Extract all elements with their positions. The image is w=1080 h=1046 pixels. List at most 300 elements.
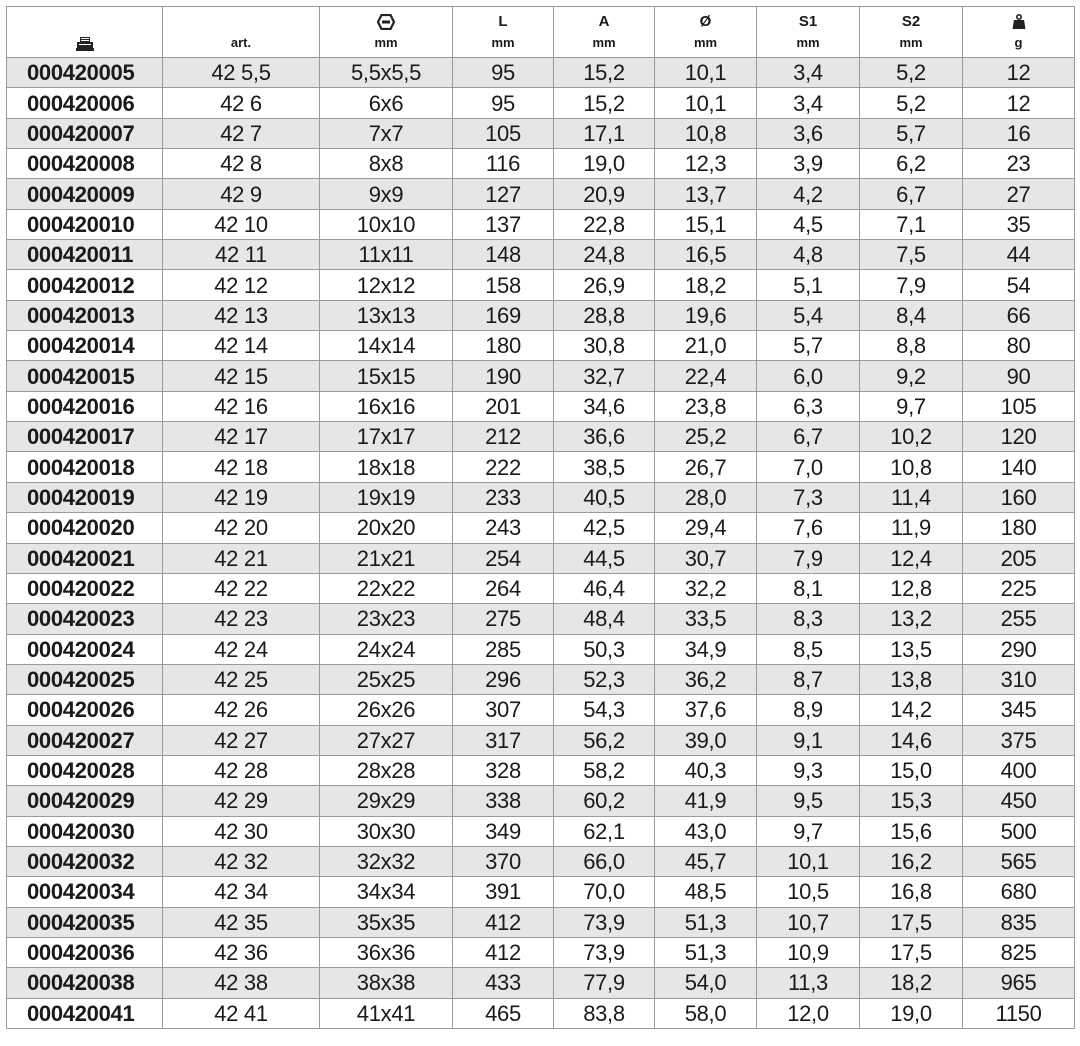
s1-cell: 6,3 bbox=[757, 391, 860, 421]
size-column-header bbox=[320, 7, 453, 58]
table-row bbox=[7, 695, 1075, 725]
l-cell: 370 bbox=[453, 846, 554, 876]
l-cell: 180 bbox=[453, 331, 554, 361]
code-cell: 000420035 bbox=[7, 907, 163, 937]
size-cell: 28x28 bbox=[320, 755, 453, 785]
art-cell: 42 18 bbox=[163, 452, 320, 482]
l-cell: 116 bbox=[453, 149, 554, 179]
code-cell: 000420008 bbox=[7, 149, 163, 179]
weight-cell: 345 bbox=[963, 695, 1075, 725]
l-cell: 222 bbox=[453, 452, 554, 482]
l-cell: 317 bbox=[453, 725, 554, 755]
l-cell: 433 bbox=[453, 968, 554, 998]
table-row bbox=[7, 300, 1075, 330]
size-cell: 12x12 bbox=[320, 270, 453, 300]
s2-cell: 9,2 bbox=[860, 361, 963, 391]
size-cell: 25x25 bbox=[320, 664, 453, 694]
a-cell: 38,5 bbox=[554, 452, 655, 482]
weight-cell: 450 bbox=[963, 786, 1075, 816]
a-cell: 56,2 bbox=[554, 725, 655, 755]
s2-cell: 7,1 bbox=[860, 209, 963, 239]
s1-cell: 10,1 bbox=[757, 846, 860, 876]
diameter-cell: 51,3 bbox=[655, 907, 757, 937]
code-cell: 000420007 bbox=[7, 118, 163, 148]
a-unit: mm bbox=[592, 35, 616, 50]
weight-cell: 140 bbox=[963, 452, 1075, 482]
a-cell: 62,1 bbox=[554, 816, 655, 846]
diameter-cell: 15,1 bbox=[655, 209, 757, 239]
weight-cell: 90 bbox=[963, 361, 1075, 391]
art-cell: 42 35 bbox=[163, 907, 320, 937]
s2-cell: 18,2 bbox=[860, 968, 963, 998]
s1-cell: 9,5 bbox=[757, 786, 860, 816]
weight-cell: 1150 bbox=[963, 998, 1075, 1028]
a-cell: 42,5 bbox=[554, 513, 655, 543]
l-cell: 285 bbox=[453, 634, 554, 664]
a-cell: 58,2 bbox=[554, 755, 655, 785]
l-cell: 254 bbox=[453, 543, 554, 573]
l-cell: 105 bbox=[453, 118, 554, 148]
s2-cell: 17,5 bbox=[860, 937, 963, 967]
size-cell: 21x21 bbox=[320, 543, 453, 573]
s2-cell: 15,6 bbox=[860, 816, 963, 846]
size-cell: 7x7 bbox=[320, 118, 453, 148]
diameter-cell: 28,0 bbox=[655, 482, 757, 512]
diameter-cell: 10,8 bbox=[655, 118, 757, 148]
code-cell: 000420022 bbox=[7, 573, 163, 603]
table-row bbox=[7, 179, 1075, 209]
weight-cell: 23 bbox=[963, 149, 1075, 179]
s1-cell: 8,1 bbox=[757, 573, 860, 603]
size-cell: 26x26 bbox=[320, 695, 453, 725]
code-cell: 000420010 bbox=[7, 209, 163, 239]
s1-cell: 3,4 bbox=[757, 88, 860, 118]
a-cell: 20,9 bbox=[554, 179, 655, 209]
s1-cell: 4,2 bbox=[757, 179, 860, 209]
table-row bbox=[7, 58, 1075, 88]
weight-cell: 310 bbox=[963, 664, 1075, 694]
size-cell: 27x27 bbox=[320, 725, 453, 755]
size-cell: 29x29 bbox=[320, 786, 453, 816]
s1-cell: 3,6 bbox=[757, 118, 860, 148]
size-cell: 8x8 bbox=[320, 149, 453, 179]
weight-cell: 565 bbox=[963, 846, 1075, 876]
weight-cell: 825 bbox=[963, 937, 1075, 967]
s1-cell: 5,7 bbox=[757, 331, 860, 361]
l-cell: 338 bbox=[453, 786, 554, 816]
table-row bbox=[7, 998, 1075, 1028]
diameter-cell: 34,9 bbox=[655, 634, 757, 664]
table-row bbox=[7, 846, 1075, 876]
art-cell: 42 13 bbox=[163, 300, 320, 330]
a-cell: 30,8 bbox=[554, 331, 655, 361]
l-cell: 328 bbox=[453, 755, 554, 785]
s1-cell: 12,0 bbox=[757, 998, 860, 1028]
s2-cell: 8,8 bbox=[860, 331, 963, 361]
diameter-cell: 23,8 bbox=[655, 391, 757, 421]
weight-cell: 375 bbox=[963, 725, 1075, 755]
code-cell: 000420036 bbox=[7, 937, 163, 967]
weight-cell: 180 bbox=[963, 513, 1075, 543]
table-row bbox=[7, 240, 1075, 270]
art-cell: 42 11 bbox=[163, 240, 320, 270]
s2-cell: 8,4 bbox=[860, 300, 963, 330]
s2-cell: 14,6 bbox=[860, 725, 963, 755]
table-row bbox=[7, 452, 1075, 482]
s1-cell: 3,9 bbox=[757, 149, 860, 179]
diameter-cell: 25,2 bbox=[655, 422, 757, 452]
diameter-label: Ø bbox=[699, 13, 712, 30]
s2-cell: 9,7 bbox=[860, 391, 963, 421]
a-cell: 28,8 bbox=[554, 300, 655, 330]
spec-table bbox=[6, 6, 1075, 1029]
code-cell: 000420032 bbox=[7, 846, 163, 876]
s2-cell: 5,7 bbox=[860, 118, 963, 148]
s1-cell: 9,1 bbox=[757, 725, 860, 755]
a-cell: 17,1 bbox=[554, 118, 655, 148]
art-column-header bbox=[163, 7, 320, 58]
s1-cell: 10,5 bbox=[757, 877, 860, 907]
s1-cell: 10,9 bbox=[757, 937, 860, 967]
diameter-cell: 22,4 bbox=[655, 361, 757, 391]
size-cell: 41x41 bbox=[320, 998, 453, 1028]
art-cell: 42 25 bbox=[163, 664, 320, 694]
art-cell: 42 6 bbox=[163, 88, 320, 118]
size-cell: 17x17 bbox=[320, 422, 453, 452]
art-cell: 42 23 bbox=[163, 604, 320, 634]
art-cell: 42 17 bbox=[163, 422, 320, 452]
s2-cell: 10,8 bbox=[860, 452, 963, 482]
s2-cell: 6,2 bbox=[860, 149, 963, 179]
size-cell: 6x6 bbox=[320, 88, 453, 118]
code-cell: 000420011 bbox=[7, 240, 163, 270]
a-cell: 26,9 bbox=[554, 270, 655, 300]
a-cell: 46,4 bbox=[554, 573, 655, 603]
s1-cell: 4,8 bbox=[757, 240, 860, 270]
l-cell: 465 bbox=[453, 998, 554, 1028]
code-cell: 000420006 bbox=[7, 88, 163, 118]
diameter-cell: 48,5 bbox=[655, 877, 757, 907]
a-cell: 44,5 bbox=[554, 543, 655, 573]
table-row bbox=[7, 634, 1075, 664]
diameter-cell: 30,7 bbox=[655, 543, 757, 573]
size-cell: 14x14 bbox=[320, 331, 453, 361]
size-cell: 22x22 bbox=[320, 573, 453, 603]
table-row bbox=[7, 573, 1075, 603]
code-cell: 000420014 bbox=[7, 331, 163, 361]
weight-cell: 80 bbox=[963, 331, 1075, 361]
code-column-header bbox=[7, 7, 163, 58]
diameter-cell: 10,1 bbox=[655, 88, 757, 118]
code-cell: 000420015 bbox=[7, 361, 163, 391]
s2-cell: 12,8 bbox=[860, 573, 963, 603]
weight-cell: 500 bbox=[963, 816, 1075, 846]
art-cell: 42 5,5 bbox=[163, 58, 320, 88]
code-cell: 000420038 bbox=[7, 968, 163, 998]
a-cell: 32,7 bbox=[554, 361, 655, 391]
s1-cell: 6,7 bbox=[757, 422, 860, 452]
a-cell: 70,0 bbox=[554, 877, 655, 907]
art-cell: 42 24 bbox=[163, 634, 320, 664]
s1-cell: 8,5 bbox=[757, 634, 860, 664]
weight-cell: 12 bbox=[963, 88, 1075, 118]
weight-cell: 290 bbox=[963, 634, 1075, 664]
size-cell: 23x23 bbox=[320, 604, 453, 634]
code-cell: 000420041 bbox=[7, 998, 163, 1028]
table-row bbox=[7, 907, 1075, 937]
weight-cell: 66 bbox=[963, 300, 1075, 330]
code-cell: 000420023 bbox=[7, 604, 163, 634]
diameter-column-header bbox=[655, 7, 757, 58]
size-cell: 16x16 bbox=[320, 391, 453, 421]
l-cell: 95 bbox=[453, 88, 554, 118]
l-column-header bbox=[453, 7, 554, 58]
size-cell: 32x32 bbox=[320, 846, 453, 876]
s2-unit: mm bbox=[899, 35, 923, 50]
s1-cell: 11,3 bbox=[757, 968, 860, 998]
s2-cell: 15,0 bbox=[860, 755, 963, 785]
printer-icon bbox=[75, 36, 95, 52]
s1-cell: 10,7 bbox=[757, 907, 860, 937]
diameter-cell: 19,6 bbox=[655, 300, 757, 330]
code-cell: 000420019 bbox=[7, 482, 163, 512]
s2-cell: 12,4 bbox=[860, 543, 963, 573]
s1-cell: 4,5 bbox=[757, 209, 860, 239]
s2-cell: 16,8 bbox=[860, 877, 963, 907]
art-cell: 42 32 bbox=[163, 846, 320, 876]
art-cell: 42 19 bbox=[163, 482, 320, 512]
a-cell: 83,8 bbox=[554, 998, 655, 1028]
table-row bbox=[7, 331, 1075, 361]
s1-cell: 9,3 bbox=[757, 755, 860, 785]
size-unit: mm bbox=[374, 35, 398, 50]
art-cell: 42 7 bbox=[163, 118, 320, 148]
l-cell: 190 bbox=[453, 361, 554, 391]
art-cell: 42 41 bbox=[163, 998, 320, 1028]
code-cell: 000420029 bbox=[7, 786, 163, 816]
table-row bbox=[7, 877, 1075, 907]
a-cell: 54,3 bbox=[554, 695, 655, 725]
s1-cell: 9,7 bbox=[757, 816, 860, 846]
s1-cell: 7,9 bbox=[757, 543, 860, 573]
art-cell: 42 27 bbox=[163, 725, 320, 755]
table-row bbox=[7, 422, 1075, 452]
table-row bbox=[7, 513, 1075, 543]
table-row bbox=[7, 755, 1075, 785]
diameter-cell: 32,2 bbox=[655, 573, 757, 603]
a-cell: 24,8 bbox=[554, 240, 655, 270]
a-label: A bbox=[598, 13, 610, 30]
diameter-cell: 41,9 bbox=[655, 786, 757, 816]
s2-cell: 5,2 bbox=[860, 88, 963, 118]
art-cell: 42 15 bbox=[163, 361, 320, 391]
weight-unit: g bbox=[1014, 35, 1023, 50]
diameter-cell: 51,3 bbox=[655, 937, 757, 967]
diameter-cell: 13,7 bbox=[655, 179, 757, 209]
header-row bbox=[7, 7, 1075, 58]
s2-cell: 11,9 bbox=[860, 513, 963, 543]
table-row bbox=[7, 118, 1075, 148]
diameter-cell: 21,0 bbox=[655, 331, 757, 361]
a-cell: 15,2 bbox=[554, 88, 655, 118]
a-cell: 73,9 bbox=[554, 907, 655, 937]
a-cell: 40,5 bbox=[554, 482, 655, 512]
code-cell: 000420025 bbox=[7, 664, 163, 694]
size-cell: 35x35 bbox=[320, 907, 453, 937]
l-cell: 412 bbox=[453, 907, 554, 937]
a-cell: 19,0 bbox=[554, 149, 655, 179]
diameter-cell: 33,5 bbox=[655, 604, 757, 634]
art-cell: 42 30 bbox=[163, 816, 320, 846]
s1-cell: 8,7 bbox=[757, 664, 860, 694]
table-row bbox=[7, 725, 1075, 755]
s1-cell: 6,0 bbox=[757, 361, 860, 391]
s1-column-header bbox=[757, 7, 860, 58]
s1-cell: 8,9 bbox=[757, 695, 860, 725]
size-cell: 36x36 bbox=[320, 937, 453, 967]
code-cell: 000420018 bbox=[7, 452, 163, 482]
diameter-cell: 36,2 bbox=[655, 664, 757, 694]
art-cell: 42 21 bbox=[163, 543, 320, 573]
a-cell: 50,3 bbox=[554, 634, 655, 664]
diameter-cell: 29,4 bbox=[655, 513, 757, 543]
code-cell: 000420012 bbox=[7, 270, 163, 300]
weight-cell: 27 bbox=[963, 179, 1075, 209]
l-label: L bbox=[498, 13, 508, 30]
weight-cell: 680 bbox=[963, 877, 1075, 907]
art-cell: 42 26 bbox=[163, 695, 320, 725]
s1-cell: 3,4 bbox=[757, 58, 860, 88]
weight-cell: 35 bbox=[963, 209, 1075, 239]
diameter-cell: 26,7 bbox=[655, 452, 757, 482]
s1-cell: 7,6 bbox=[757, 513, 860, 543]
code-cell: 000420034 bbox=[7, 877, 163, 907]
weight-cell: 160 bbox=[963, 482, 1075, 512]
l-cell: 349 bbox=[453, 816, 554, 846]
table-row bbox=[7, 149, 1075, 179]
table-row bbox=[7, 543, 1075, 573]
s2-cell: 5,2 bbox=[860, 58, 963, 88]
s1-cell: 7,3 bbox=[757, 482, 860, 512]
weight-cell: 965 bbox=[963, 968, 1075, 998]
s2-cell: 17,5 bbox=[860, 907, 963, 937]
l-cell: 137 bbox=[453, 209, 554, 239]
l-cell: 275 bbox=[453, 604, 554, 634]
s1-cell: 7,0 bbox=[757, 452, 860, 482]
l-cell: 148 bbox=[453, 240, 554, 270]
size-cell: 30x30 bbox=[320, 816, 453, 846]
l-cell: 201 bbox=[453, 391, 554, 421]
a-cell: 77,9 bbox=[554, 968, 655, 998]
s2-cell: 13,8 bbox=[860, 664, 963, 694]
art-cell: 42 12 bbox=[163, 270, 320, 300]
s2-cell: 13,2 bbox=[860, 604, 963, 634]
art-cell: 42 8 bbox=[163, 149, 320, 179]
l-unit: mm bbox=[491, 35, 515, 50]
a-cell: 48,4 bbox=[554, 604, 655, 634]
table-row bbox=[7, 391, 1075, 421]
weight-cell: 16 bbox=[963, 118, 1075, 148]
s2-cell: 19,0 bbox=[860, 998, 963, 1028]
code-cell: 000420013 bbox=[7, 300, 163, 330]
table-row bbox=[7, 937, 1075, 967]
weight-cell: 255 bbox=[963, 604, 1075, 634]
code-cell: 000420028 bbox=[7, 755, 163, 785]
l-cell: 95 bbox=[453, 58, 554, 88]
weight-cell: 120 bbox=[963, 422, 1075, 452]
art-cell: 42 29 bbox=[163, 786, 320, 816]
weight-cell: 205 bbox=[963, 543, 1075, 573]
diameter-cell: 10,1 bbox=[655, 58, 757, 88]
l-cell: 412 bbox=[453, 937, 554, 967]
table-row bbox=[7, 968, 1075, 998]
size-cell: 38x38 bbox=[320, 968, 453, 998]
weight-cell: 225 bbox=[963, 573, 1075, 603]
table-row bbox=[7, 361, 1075, 391]
code-cell: 000420020 bbox=[7, 513, 163, 543]
s2-cell: 11,4 bbox=[860, 482, 963, 512]
s2-cell: 14,2 bbox=[860, 695, 963, 725]
l-cell: 264 bbox=[453, 573, 554, 603]
size-cell: 10x10 bbox=[320, 209, 453, 239]
weight-column-header bbox=[963, 7, 1075, 58]
diameter-cell: 58,0 bbox=[655, 998, 757, 1028]
code-cell: 000420021 bbox=[7, 543, 163, 573]
l-cell: 391 bbox=[453, 877, 554, 907]
weight-icon bbox=[1012, 14, 1026, 30]
s2-label: S2 bbox=[901, 13, 921, 30]
diameter-cell: 18,2 bbox=[655, 270, 757, 300]
art-cell: 42 9 bbox=[163, 179, 320, 209]
a-cell: 36,6 bbox=[554, 422, 655, 452]
size-cell: 18x18 bbox=[320, 452, 453, 482]
a-cell: 15,2 bbox=[554, 58, 655, 88]
table-body bbox=[7, 58, 1075, 1029]
a-cell: 73,9 bbox=[554, 937, 655, 967]
diameter-cell: 16,5 bbox=[655, 240, 757, 270]
size-cell: 20x20 bbox=[320, 513, 453, 543]
art-cell: 42 28 bbox=[163, 755, 320, 785]
s2-cell: 15,3 bbox=[860, 786, 963, 816]
l-cell: 169 bbox=[453, 300, 554, 330]
weight-cell: 400 bbox=[963, 755, 1075, 785]
code-cell: 000420024 bbox=[7, 634, 163, 664]
s2-column-header bbox=[860, 7, 963, 58]
art-cell: 42 22 bbox=[163, 573, 320, 603]
l-cell: 127 bbox=[453, 179, 554, 209]
table-row bbox=[7, 604, 1075, 634]
s2-cell: 10,2 bbox=[860, 422, 963, 452]
art-cell: 42 10 bbox=[163, 209, 320, 239]
l-cell: 212 bbox=[453, 422, 554, 452]
s1-unit: mm bbox=[796, 35, 820, 50]
a-cell: 66,0 bbox=[554, 846, 655, 876]
table-row bbox=[7, 88, 1075, 118]
a-cell: 22,8 bbox=[554, 209, 655, 239]
weight-cell: 54 bbox=[963, 270, 1075, 300]
l-cell: 158 bbox=[453, 270, 554, 300]
code-cell: 000420009 bbox=[7, 179, 163, 209]
diameter-cell: 45,7 bbox=[655, 846, 757, 876]
weight-cell: 105 bbox=[963, 391, 1075, 421]
size-cell: 5,5x5,5 bbox=[320, 58, 453, 88]
table-row bbox=[7, 482, 1075, 512]
diameter-cell: 39,0 bbox=[655, 725, 757, 755]
art-cell: 42 16 bbox=[163, 391, 320, 421]
s1-label: S1 bbox=[798, 13, 818, 30]
table-row bbox=[7, 209, 1075, 239]
a-cell: 52,3 bbox=[554, 664, 655, 694]
